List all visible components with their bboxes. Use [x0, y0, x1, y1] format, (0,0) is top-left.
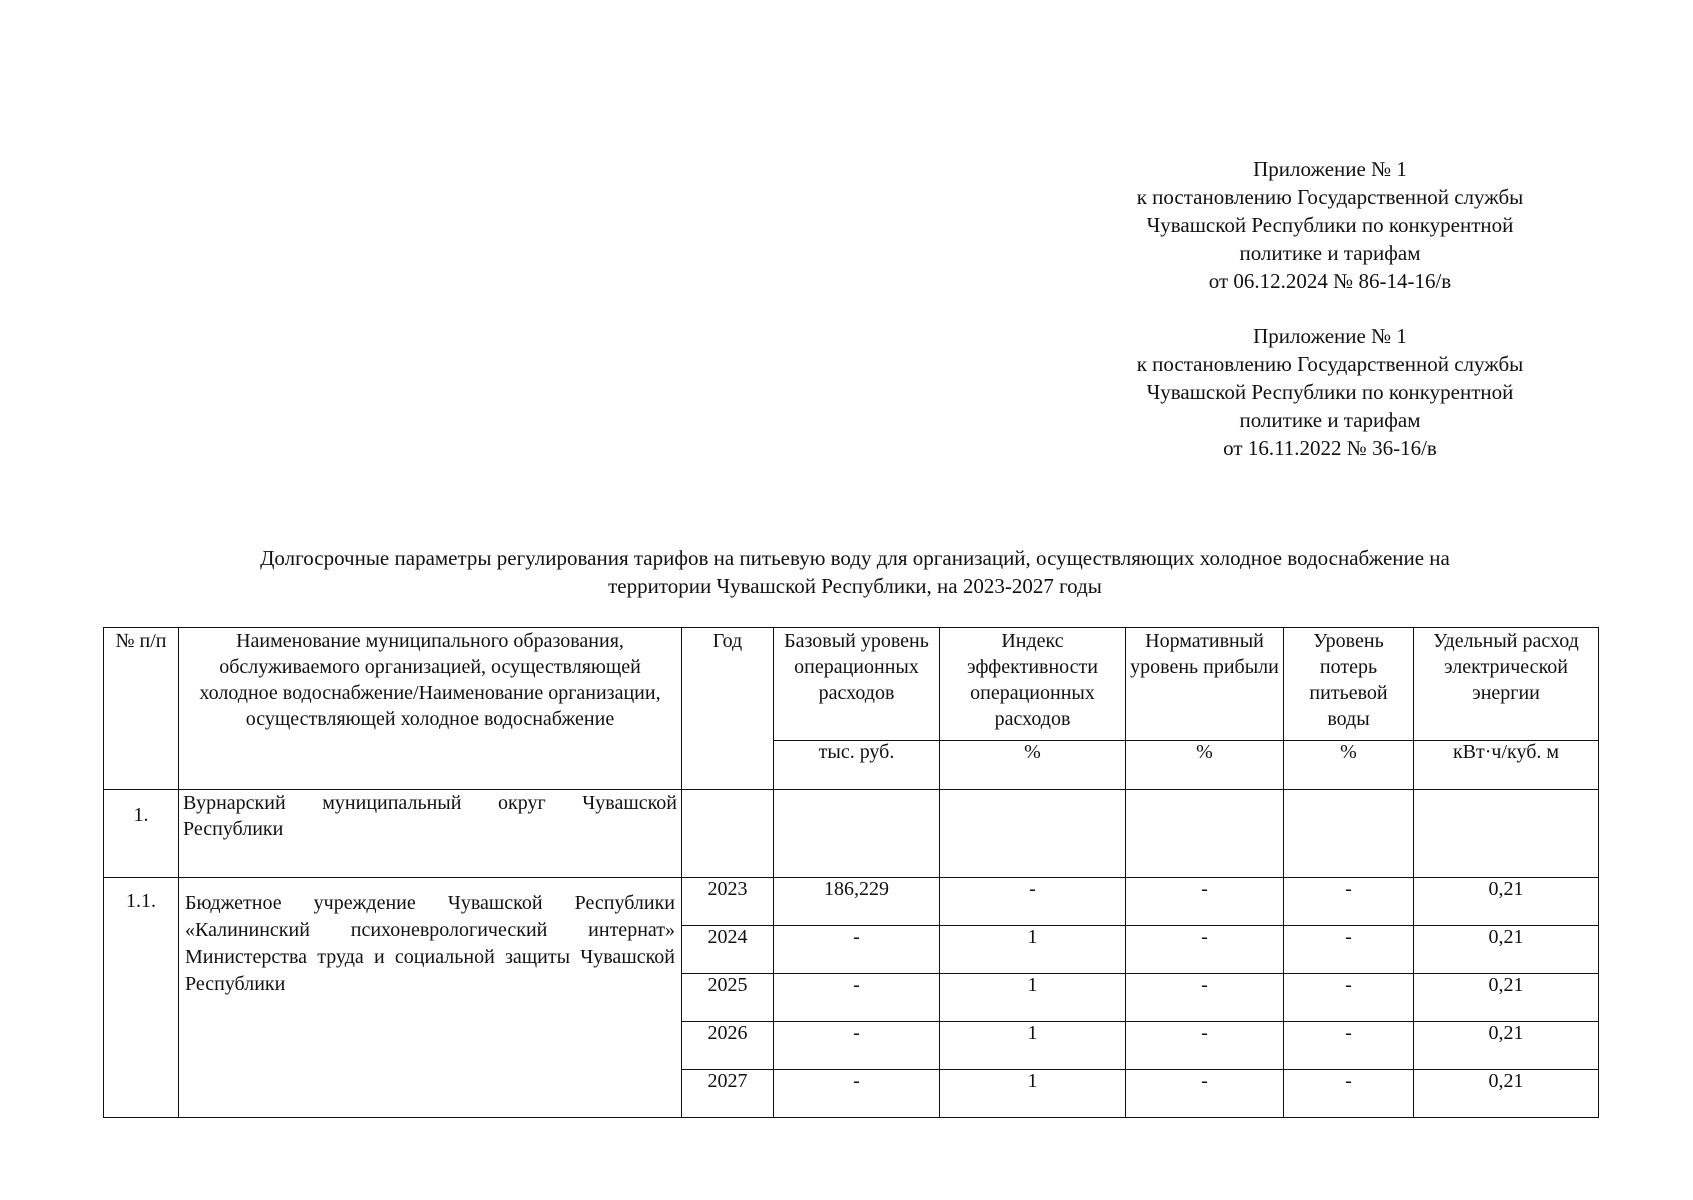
cell-base-opex: - — [774, 974, 940, 1022]
cell-base-opex: 186,229 — [774, 878, 940, 926]
cell-water-losses: - — [1284, 878, 1414, 926]
org-number: 1.1. — [104, 878, 179, 1118]
cell-normative-profit: - — [1126, 974, 1284, 1022]
cell-efficiency-index: - — [940, 878, 1126, 926]
appendix-header-previous — [1040, 322, 1620, 462]
header-normative-profit: Нормативный уровень прибыли — [1126, 628, 1284, 741]
header-efficiency-index: Индекс эффективности операционных расходов — [940, 628, 1126, 741]
cell-efficiency-index: 1 — [940, 974, 1126, 1022]
section-name: Вурнарский муниципальный округ Чувашской Республики — [179, 790, 682, 878]
table-row-section — [104, 790, 1599, 878]
cell-base-opex: - — [774, 926, 940, 974]
appendix-date: от 06.12.2024 № 86-14-16/в — [1208, 269, 1452, 293]
header-base-opex: Базовый уровень операционных расходов — [774, 628, 940, 741]
tariff-parameters-table — [103, 627, 1599, 1118]
header-energy-consumption: Удельный расход электрической энергии — [1414, 628, 1599, 741]
appendix-line: Чувашской Республики по конкурентной — [1146, 380, 1514, 404]
table-header-row — [104, 628, 1599, 741]
appendix-line: к постановлению Государственной службы — [1136, 352, 1524, 376]
appendix-line: политике и тарифам — [1239, 408, 1421, 432]
org-name: Бюджетное учреждение Чувашской Республики «Калининский психоневрологический интернат» Министерства труда и социальной защиты Чувашской Республики — [179, 878, 682, 1118]
empty-cell — [940, 790, 1126, 878]
appendix-line: Приложение № 1 — [1253, 324, 1407, 348]
cell-energy-consumption: 0,21 — [1414, 878, 1599, 926]
cell-normative-profit: - — [1126, 926, 1284, 974]
document-title-line-1: Долгосрочные параметры регулирования тарифов на питьевую воду для организаций, осуществляющих холодное водоснабжение на — [260, 546, 1450, 570]
document-title-line-2: территории Чувашской Республики, на 2023-2027 годы — [608, 574, 1102, 598]
section-number: 1. — [104, 790, 179, 878]
appendix-date: от 16.11.2022 № 36-16/в — [1223, 436, 1437, 460]
header-water-losses: Уровень потерь питьевой воды — [1284, 628, 1414, 741]
table-row — [104, 878, 1599, 926]
cell-energy-consumption: 0,21 — [1414, 1070, 1599, 1118]
empty-cell — [1126, 790, 1284, 878]
empty-cell — [1284, 790, 1414, 878]
cell-efficiency-index: 1 — [940, 1070, 1126, 1118]
cell-normative-profit: - — [1126, 878, 1284, 926]
cell-water-losses: - — [1284, 974, 1414, 1022]
cell-water-losses: - — [1284, 1022, 1414, 1070]
empty-cell — [1414, 790, 1599, 878]
appendix-line: политике и тарифам — [1239, 241, 1421, 265]
unit-water-losses: % — [1284, 741, 1414, 790]
header-num: № п/п — [104, 628, 179, 790]
unit-energy-consumption: кВт·ч/куб. м — [1414, 741, 1599, 790]
cell-year: 2023 — [682, 878, 774, 926]
cell-energy-consumption: 0,21 — [1414, 1022, 1599, 1070]
cell-efficiency-index: 1 — [940, 926, 1126, 974]
cell-base-opex: - — [774, 1070, 940, 1118]
cell-efficiency-index: 1 — [940, 1022, 1126, 1070]
cell-normative-profit: - — [1126, 1022, 1284, 1070]
appendix-line: Чувашской Республики по конкурентной — [1146, 213, 1514, 237]
unit-base-opex: тыс. руб. — [774, 741, 940, 790]
cell-year: 2024 — [682, 926, 774, 974]
cell-base-opex: - — [774, 1022, 940, 1070]
cell-water-losses: - — [1284, 1070, 1414, 1118]
header-year: Год — [682, 628, 774, 790]
cell-water-losses: - — [1284, 926, 1414, 974]
cell-year: 2027 — [682, 1070, 774, 1118]
header-name: Наименование муниципального образования, обслуживаемого организацией, осуществляющей холодное водоснабжение/Наименование организации, осуществляющей холодное водоснабжение — [179, 628, 682, 790]
cell-energy-consumption: 0,21 — [1414, 974, 1599, 1022]
cell-year: 2026 — [682, 1022, 774, 1070]
document-title — [130, 544, 1580, 600]
unit-normative-profit: % — [1126, 741, 1284, 790]
unit-efficiency-index: % — [940, 741, 1126, 790]
appendix-line: Приложение № 1 — [1253, 157, 1407, 181]
empty-cell — [774, 790, 940, 878]
appendix-line: к постановлению Государственной службы — [1136, 185, 1524, 209]
cell-normative-profit: - — [1126, 1070, 1284, 1118]
empty-cell — [682, 790, 774, 878]
cell-energy-consumption: 0,21 — [1414, 926, 1599, 974]
cell-year: 2025 — [682, 974, 774, 1022]
appendix-header-current — [1040, 155, 1620, 295]
